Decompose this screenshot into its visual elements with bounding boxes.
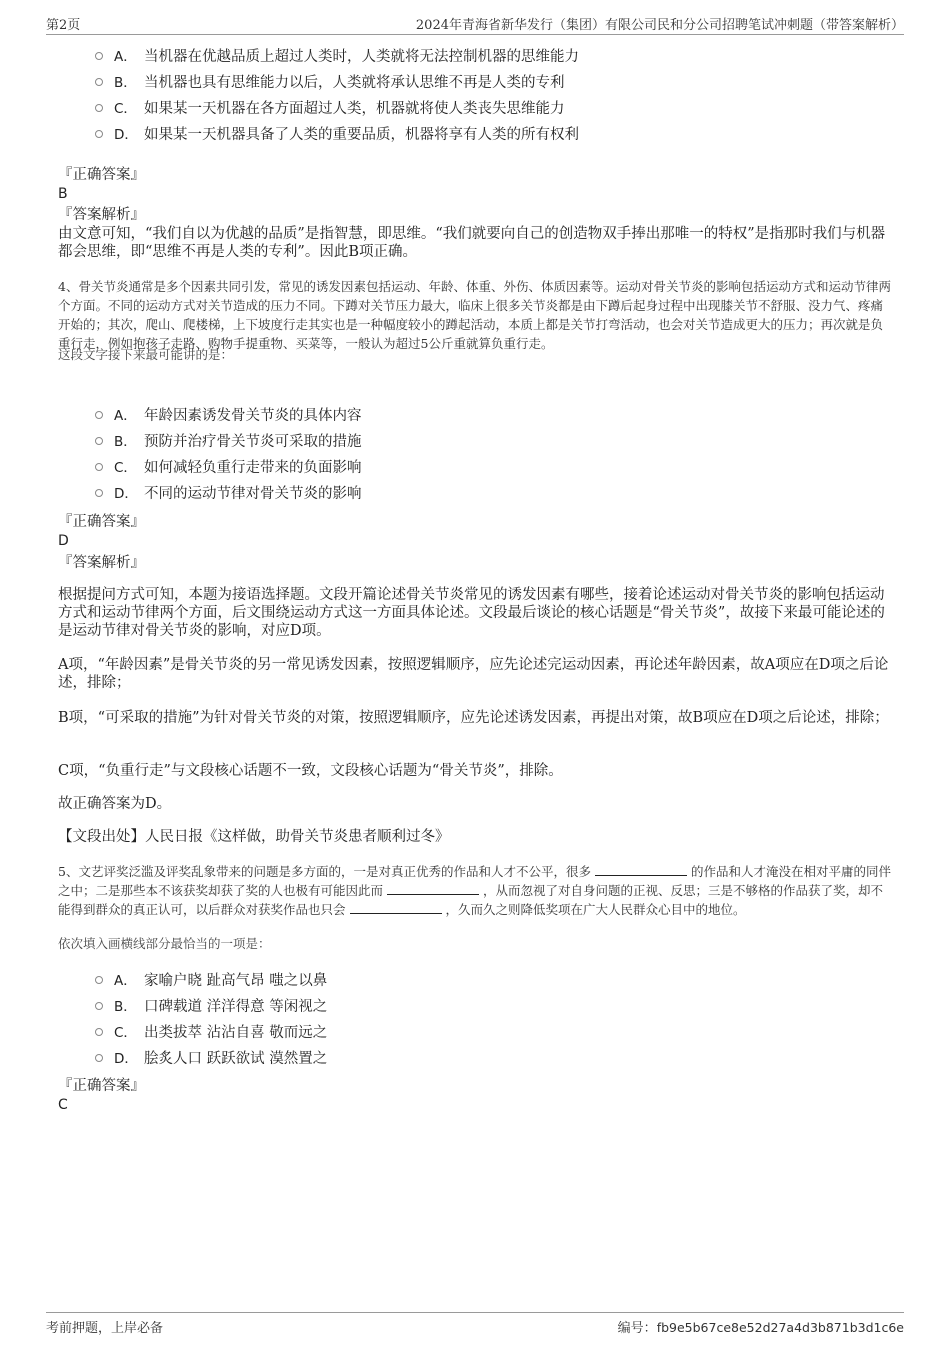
radio-icon[interactable] [95, 411, 103, 419]
q5-option-a[interactable]: A． 家喻户晓 趾高气昂 嗤之以鼻 [95, 968, 895, 994]
q4-options [95, 403, 895, 507]
option-text: 年龄因素诱发骨关节炎的具体内容 [144, 408, 362, 424]
q3-options [95, 44, 895, 148]
q4-option-c[interactable]: C． 如何减轻负重行走带来的负面影响 [95, 455, 895, 481]
q4-analysis-paragraph: C项，“负重行走”与文段核心话题不一致，文段核心话题为“骨关节炎”，排除。 [58, 763, 563, 779]
option-text: 如何减轻负重行走带来的负面影响 [144, 460, 362, 476]
radio-icon[interactable] [95, 1054, 103, 1062]
option-text: 如果某一天机器具备了人类的重要品质，机器将享有人类的所有权利 [144, 127, 579, 143]
option-text: 预防并治疗骨关节炎可采取的措施 [144, 434, 362, 450]
fill-blank-1 [595, 863, 687, 876]
q5-stem: 5、文艺评奖泛滥及评奖乱象带来的问题是多方面的，一是对真正优秀的作品和人才不公平，很多 的作品和人才淹没在相对平庸的同伴之中；二是那些本不该获奖却获了奖的人也极有可能因此而 ，从而忽视了对自身问题的正视、反思；三是不够格的作品获了奖，却不能得到群众的真正认可，以后群众对获奖作品也只会 ，久而久之则降低奖项在广大人民群众心目中的地位。 [58, 864, 891, 917]
q3-option-c[interactable]: C． 如果某一天机器在各方面超过人类，机器就将使人类丧失思维能力 [95, 96, 895, 122]
option-text: 不同的运动节律对骨关节炎的影响 [144, 486, 362, 502]
radio-icon[interactable] [95, 1002, 103, 1010]
fill-blank-3 [350, 901, 442, 914]
radio-icon[interactable] [95, 130, 103, 138]
q3-option-a[interactable]: A． 当机器在优越品质上超过人类时，人类就将无法控制机器的思维能力 [95, 44, 895, 70]
q4-answer-label: 『正确答案』 [58, 514, 145, 530]
q3-answer-label: 『正确答案』 [58, 167, 145, 183]
q4-analysis-paragraph: A项，“年龄因素”是骨关节炎的另一常见诱发因素，按照逻辑顺序，应先论述完运动因素，再论述年龄因素，故A项应在D项之后论述，排除； [58, 657, 889, 691]
option-text: 家喻户晓 趾高气昂 嗤之以鼻 [144, 973, 328, 989]
option-text: 当机器在优越品质上超过人类时，人类就将无法控制机器的思维能力 [144, 49, 579, 65]
q5-option-b[interactable]: B． 口碑载道 洋洋得意 等闲视之 [95, 994, 895, 1020]
radio-icon[interactable] [95, 489, 103, 497]
q3-analysis-label: 『答案解析』 [58, 207, 145, 223]
page-footer [46, 1312, 904, 1335]
q4-option-d[interactable]: D． 不同的运动节律对骨关节炎的影响 [95, 481, 895, 507]
radio-icon[interactable] [95, 976, 103, 984]
radio-icon[interactable] [95, 463, 103, 471]
footer-slogan: 考前押题，上岸必备 [46, 1321, 164, 1336]
q5-option-d[interactable]: D． 脍炙人口 跃跃欲试 漠然置之 [95, 1046, 895, 1072]
q5-options [95, 968, 895, 1072]
q3-option-d[interactable]: D． 如果某一天机器具备了人类的重要品质，机器将享有人类的所有权利 [95, 122, 895, 148]
option-text: 出类拔萃 沾沾自喜 敬而远之 [144, 1025, 328, 1041]
q4-analysis-paragraph: 根据提问方式可知，本题为接语选择题。文段开篇论述骨关节炎常见的诱发因素有哪些，接着论述运动对骨关节炎的影响包括运动方式和运动节律两个方面，后文围绕运动方式这一方面具体论述。文段最后谈论的核心话题是“骨关节炎”，故接下来最可能论述的是运动节律对骨关节炎的影响，对应D项。 [58, 587, 885, 639]
q4-analysis-label: 『答案解析』 [58, 555, 145, 571]
document-title: 2024年青海省新华发行（集团）有限公司民和分公司招聘笔试冲刺题（带答案解析） [415, 18, 904, 33]
q4-stem: 4、骨关节炎通常是多个因素共同引发，常见的诱发因素包括运动、年龄、体重、外伤、体质因素等。运动对骨关节炎的影响包括运动方式和运动节律两个方面。不同的运动方式对关节造成的压力不同。下蹲对关节压力最大，临床上很多关节炎都是由下蹲后起身过程中出现膝关节不舒服、没力气、疼痛开始的；其次，爬山、爬楼梯，上下坡度行走其实也是一种幅度较小的蹲起活动，本质上都是关节打弯活动，也会对关节造成更大的压力；再次就是负重行走，例如抱孩子走路、购物手提重物、买菜等，一般认为超过5公斤重就算负重行走。 [58, 279, 891, 351]
q4-source: 【文段出处】人民日报《这样做，助骨关节炎患者顺利过冬》 [58, 829, 450, 845]
q4-option-b[interactable]: B． 预防并治疗骨关节炎可采取的措施 [95, 429, 895, 455]
option-text: 口碑载道 洋洋得意 等闲视之 [144, 999, 328, 1015]
option-text: 脍炙人口 跃跃欲试 漠然置之 [144, 1051, 328, 1067]
q3-analysis: 由文意可知，“我们自以为优越的品质”是指智慧，即思维。“我们就要向自己的创造物双手捧出那唯一的特权”是指那时我们与机器都会思维，即“思维不再是人类的专利”。因此B项正确。 [58, 226, 886, 260]
q4-lead: 这段文字接下来最可能讲的是： [58, 347, 234, 362]
document-code: 编号：fb9e5b67ce8e52d27a4d3b871b3d1c6e [617, 1320, 904, 1336]
radio-icon[interactable] [95, 52, 103, 60]
page-header [46, 12, 904, 35]
q5-lead: 依次填入画横线部分最恰当的一项是： [58, 936, 271, 951]
fill-blank-2 [387, 882, 479, 895]
page-number: 第2页 [46, 18, 81, 33]
q5-answer-label: 『正确答案』 [58, 1078, 145, 1094]
radio-icon[interactable] [95, 104, 103, 112]
q5-option-c[interactable]: C． 出类拔萃 沾沾自喜 敬而远之 [95, 1020, 895, 1046]
option-text: 如果某一天机器在各方面超过人类，机器就将使人类丧失思维能力 [144, 101, 565, 117]
q3-option-b[interactable]: B． 当机器也具有思维能力以后，人类就将承认思维不再是人类的专利 [95, 70, 895, 96]
option-text: 当机器也具有思维能力以后，人类就将承认思维不再是人类的专利 [144, 75, 565, 91]
q4-option-a[interactable]: A． 年龄因素诱发骨关节炎的具体内容 [95, 403, 895, 429]
q4-answer: D [58, 533, 69, 549]
q4-analysis-paragraph: B项，“可采取的措施”为针对骨关节炎的对策，按照逻辑顺序，应先论述诱发因素，再提出对策，故B项应在D项之后论述，排除； [58, 710, 889, 726]
q5-answer: C [58, 1097, 68, 1113]
radio-icon[interactable] [95, 78, 103, 86]
radio-icon[interactable] [95, 1028, 103, 1036]
q3-answer: B [58, 186, 68, 202]
q4-analysis-paragraph: 故正确答案为D。 [58, 796, 172, 812]
radio-icon[interactable] [95, 437, 103, 445]
